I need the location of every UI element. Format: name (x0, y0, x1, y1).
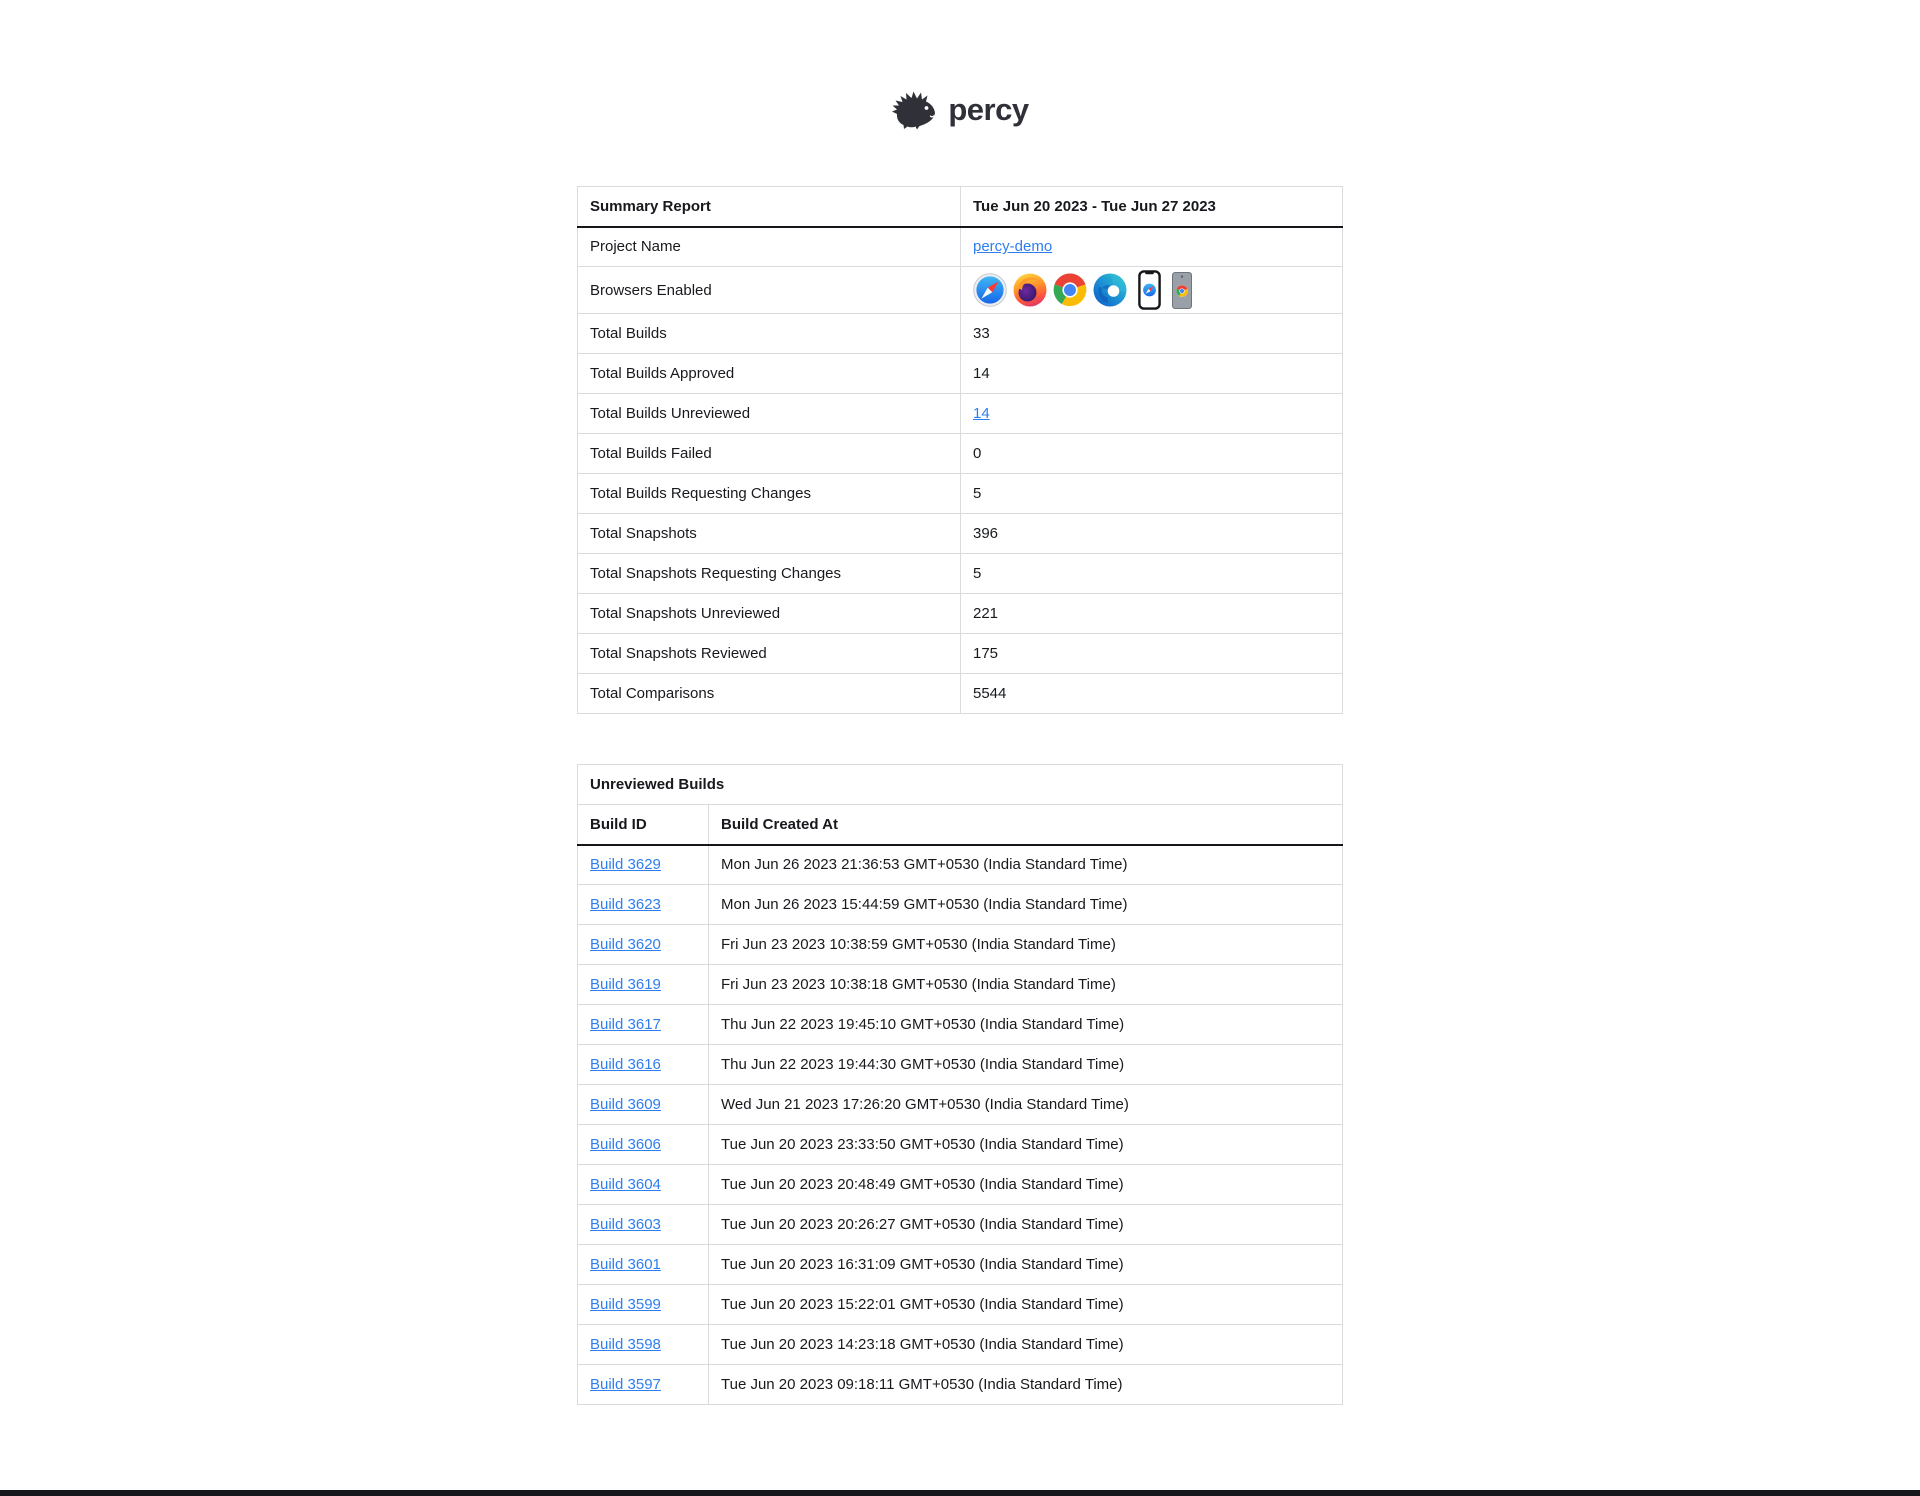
summary-row (578, 514, 1343, 554)
build-id-cell (578, 1245, 709, 1285)
summary-row-label: Total Builds (578, 314, 961, 354)
summary-row-label: Total Snapshots (578, 514, 961, 554)
build-link[interactable]: Build 3604 (590, 1176, 661, 1193)
build-created-at: Mon Jun 26 2023 15:44:59 GMT+0530 (India Standard Time) (709, 885, 1343, 925)
build-created-at: Fri Jun 23 2023 10:38:59 GMT+0530 (India Standard Time) (709, 925, 1343, 965)
build-row (578, 1005, 1343, 1045)
summary-row-label: Total Builds Approved (578, 354, 961, 394)
android-chrome-device-icon (1172, 272, 1192, 309)
project-name-link[interactable]: percy-demo (973, 238, 1053, 256)
summary-row-value: 5544 (961, 674, 1343, 714)
summary-row-label: Total Snapshots Unreviewed (578, 594, 961, 634)
build-created-at: Tue Jun 20 2023 16:31:09 GMT+0530 (India Standard Time) (709, 1245, 1343, 1285)
build-link[interactable]: Build 3597 (590, 1376, 661, 1393)
build-id-cell (578, 1085, 709, 1125)
summary-row (578, 267, 1343, 314)
build-link[interactable]: Build 3609 (590, 1096, 661, 1113)
build-created-at: Tue Jun 20 2023 14:23:18 GMT+0530 (India Standard Time) (709, 1325, 1343, 1365)
summary-report-table (577, 186, 1343, 714)
summary-header-row (578, 187, 1343, 227)
build-row (578, 965, 1343, 1005)
builds-column-header-row (578, 805, 1343, 845)
build-created-at: Wed Jun 21 2023 17:26:20 GMT+0530 (India Standard Time) (709, 1085, 1343, 1125)
summary-row-label: Project Name (578, 227, 961, 267)
summary-row-value (961, 394, 1343, 434)
build-row (578, 845, 1343, 885)
column-header-build-created-at: Build Created At (709, 805, 1343, 845)
summary-row-value: 0 (961, 434, 1343, 474)
percy-logo-text: percy (948, 91, 1029, 127)
summary-row (578, 554, 1343, 594)
build-id-cell (578, 1365, 709, 1405)
build-row (578, 1045, 1343, 1085)
summary-row (578, 227, 1343, 267)
safari-browser-icon (973, 273, 1007, 307)
summary-row-value: 396 (961, 514, 1343, 554)
build-id-cell (578, 1285, 709, 1325)
build-created-at: Tue Jun 20 2023 20:48:49 GMT+0530 (India Standard Time) (709, 1165, 1343, 1205)
build-id-cell (578, 1045, 709, 1085)
summary-row-value: 175 (961, 634, 1343, 674)
edge-browser-icon (1093, 273, 1127, 307)
build-link[interactable]: Build 3598 (590, 1336, 661, 1353)
window-bottom-edge (0, 1490, 1920, 1496)
build-id-cell (578, 965, 709, 1005)
browser-icons (973, 270, 1330, 310)
summary-date-range: Tue Jun 20 2023 - Tue Jun 27 2023 (961, 187, 1343, 227)
ios-safari-device-icon (1138, 270, 1161, 310)
build-row (578, 1365, 1343, 1405)
build-created-at: Mon Jun 26 2023 21:36:53 GMT+0530 (India Standard Time) (709, 845, 1343, 885)
build-created-at: Tue Jun 20 2023 09:18:11 GMT+0530 (India Standard Time) (709, 1365, 1343, 1405)
chrome-browser-icon (1053, 273, 1087, 307)
build-id-cell (578, 1205, 709, 1245)
build-row (578, 925, 1343, 965)
build-link[interactable]: Build 3616 (590, 1056, 661, 1073)
build-row (578, 1085, 1343, 1125)
build-created-at: Thu Jun 22 2023 19:44:30 GMT+0530 (India Standard Time) (709, 1045, 1343, 1085)
build-created-at: Tue Jun 20 2023 20:26:27 GMT+0530 (India Standard Time) (709, 1205, 1343, 1245)
percy-report-page (577, 0, 1343, 1405)
build-link[interactable]: Build 3623 (590, 896, 661, 913)
summary-row-value (961, 227, 1343, 267)
build-created-at: Thu Jun 22 2023 19:45:10 GMT+0530 (India Standard Time) (709, 1005, 1343, 1045)
build-created-at: Tue Jun 20 2023 23:33:50 GMT+0530 (India Standard Time) (709, 1125, 1343, 1165)
summary-row (578, 314, 1343, 354)
build-row (578, 1205, 1343, 1245)
build-row (578, 1285, 1343, 1325)
build-id-cell (578, 1325, 709, 1365)
build-row (578, 1125, 1343, 1165)
summary-report-title: Summary Report (578, 187, 961, 227)
unreviewed-builds-table (577, 764, 1343, 1405)
summary-row-label: Total Builds Requesting Changes (578, 474, 961, 514)
summary-row-label: Total Builds Failed (578, 434, 961, 474)
summary-row-label: Total Snapshots Requesting Changes (578, 554, 961, 594)
firefox-browser-icon (1013, 273, 1047, 307)
column-header-build-id: Build ID (578, 805, 709, 845)
summary-row-value: 5 (961, 554, 1343, 594)
build-link[interactable]: Build 3603 (590, 1216, 661, 1233)
build-id-cell (578, 1125, 709, 1165)
summary-row (578, 354, 1343, 394)
build-created-at: Fri Jun 23 2023 10:38:18 GMT+0530 (India Standard Time) (709, 965, 1343, 1005)
build-link[interactable]: Build 3629 (590, 856, 661, 874)
summary-row-value: 14 (961, 354, 1343, 394)
build-id-cell (578, 845, 709, 885)
build-link[interactable]: Build 3606 (590, 1136, 661, 1153)
build-row (578, 1245, 1343, 1285)
build-id-cell (578, 925, 709, 965)
summary-row (578, 634, 1343, 674)
build-created-at: Tue Jun 20 2023 15:22:01 GMT+0530 (India Standard Time) (709, 1285, 1343, 1325)
build-link[interactable]: Build 3617 (590, 1016, 661, 1033)
build-id-cell (578, 885, 709, 925)
summary-row-label: Total Comparisons (578, 674, 961, 714)
summary-row (578, 594, 1343, 634)
summary-row-label: Browsers Enabled (578, 267, 961, 314)
summary-row-value: 33 (961, 314, 1343, 354)
build-link[interactable]: Build 3619 (590, 976, 661, 993)
summary-row-value: 221 (961, 594, 1343, 634)
percy-hedgehog-icon (891, 90, 939, 132)
summary-row-value (961, 267, 1343, 314)
summary-row-label: Total Snapshots Reviewed (578, 634, 961, 674)
summary-row-value: 5 (961, 474, 1343, 514)
unreviewed-builds-title: Unreviewed Builds (578, 765, 1343, 805)
build-id-cell (578, 1005, 709, 1045)
build-link[interactable]: Build 3599 (590, 1296, 661, 1313)
build-link[interactable]: Build 3601 (590, 1256, 661, 1273)
build-row (578, 885, 1343, 925)
summary-row-label: Total Builds Unreviewed (578, 394, 961, 434)
build-row (578, 1165, 1343, 1205)
build-link[interactable]: Build 3620 (590, 936, 661, 953)
build-id-cell (578, 1165, 709, 1205)
summary-row (578, 474, 1343, 514)
summary-row (578, 674, 1343, 714)
total-builds-unreviewed-link[interactable]: 14 (973, 405, 990, 422)
summary-row (578, 394, 1343, 434)
unreviewed-builds-title-row (578, 765, 1343, 805)
build-row (578, 1325, 1343, 1365)
percy-logo (577, 90, 1343, 132)
summary-row (578, 434, 1343, 474)
